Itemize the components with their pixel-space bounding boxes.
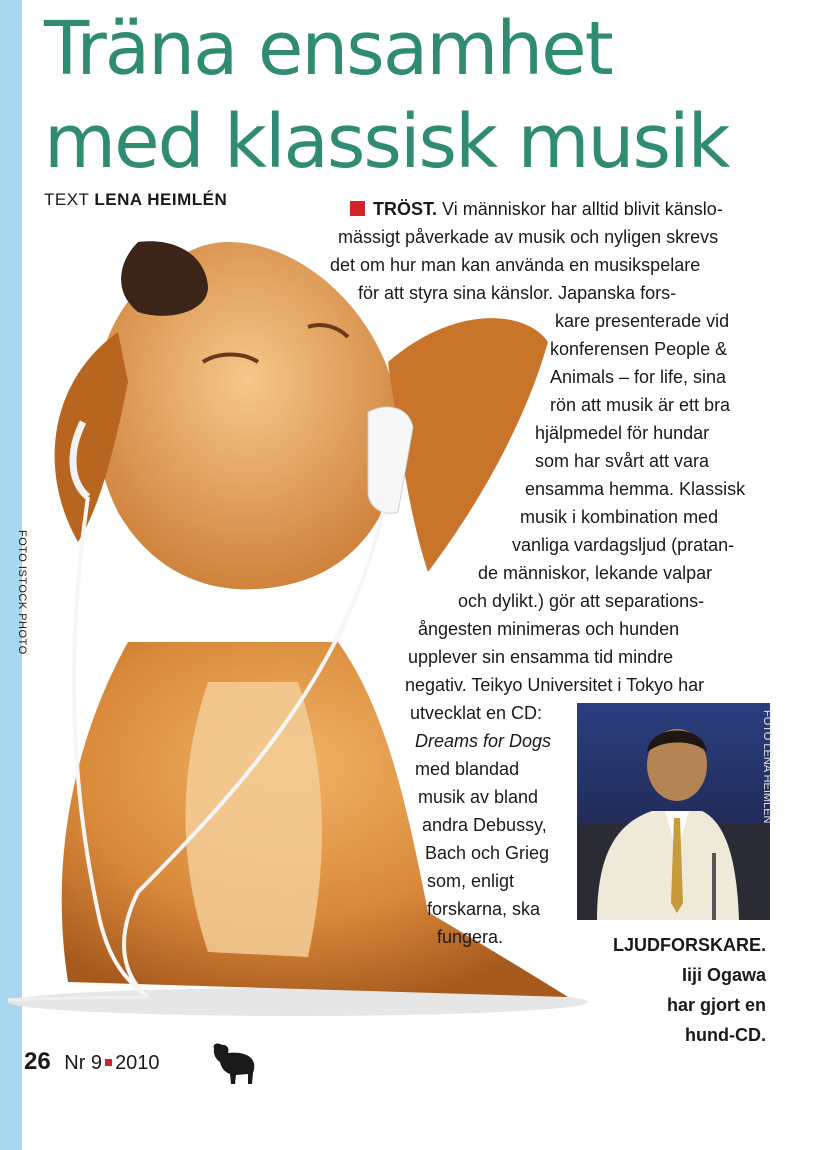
red-square-separator xyxy=(105,1059,112,1066)
article-line: hjälpmedel för hundar xyxy=(535,423,710,443)
article-line: TRÖST. Vi människor har alltid blivit känslo- xyxy=(350,196,723,224)
article-line: fungera. xyxy=(437,927,504,947)
article-line: mässigt påverkade av musik och nyligen skrevs xyxy=(338,227,719,247)
issue-year: 2010 xyxy=(115,1052,160,1074)
article-line: kare presenterade vid xyxy=(555,311,730,331)
headline-line-2: med klassisk musik xyxy=(44,99,729,185)
article-kicker: TRÖST. xyxy=(373,199,438,219)
caption-line: har gjort en xyxy=(666,995,766,1015)
headline-line-1: Träna ensamhet xyxy=(44,6,612,92)
article-line: konferensen People & xyxy=(550,339,728,359)
article-line: det om hur man kan använda en musikspelare xyxy=(330,255,701,275)
photo-caption xyxy=(613,930,766,1050)
byline xyxy=(44,190,227,210)
article-line: med blandad xyxy=(415,759,520,779)
article-line: som har svårt att vara xyxy=(535,451,710,471)
byline-author: LENA HEIMLÉN xyxy=(94,190,228,209)
article-line: de människor, lekande valpar xyxy=(478,563,713,583)
article-line: musik av bland xyxy=(418,787,539,807)
article-line: Dreams for Dogs xyxy=(415,731,552,751)
article-line: ensamma hemma. Klassisk xyxy=(525,479,746,499)
article-line: Animals – for life, sina xyxy=(550,367,727,387)
article-line: utvecklat en CD: xyxy=(410,703,543,723)
article-body xyxy=(330,196,800,956)
caption-line: hund-CD. xyxy=(685,1025,766,1045)
dog-silhouette-icon xyxy=(208,1040,258,1088)
article-line: Bach och Grieg xyxy=(425,843,550,863)
byline-prefix: TEXT xyxy=(44,190,90,209)
article-line: negativ. Teikyo Universitet i Tokyo har xyxy=(405,675,705,695)
photo-credit-inset: FOTO LENA HEIMLÉN xyxy=(761,710,773,824)
caption-kicker: LJUDFORSKARE. xyxy=(612,935,766,955)
article-line: rön att musik är ett bra xyxy=(550,395,731,415)
page-number: 26 xyxy=(24,1048,51,1075)
article-line: ångesten minimeras och hunden xyxy=(418,619,680,639)
red-square-bullet xyxy=(350,201,365,216)
photo-credit-main: FOTO ISTOCK PHOTO xyxy=(16,530,28,655)
article-line: musik i kombination med xyxy=(520,507,719,527)
article-line: för att styra sina känslor. Japanska fors- xyxy=(358,283,677,303)
caption-line: Iiji Ogawa xyxy=(681,965,766,985)
article-line: forskarna, ska xyxy=(427,899,541,919)
article-line: upplever sin ensamma tid mindre xyxy=(408,647,674,667)
article-line: andra Debussy, xyxy=(422,815,547,835)
page-footer xyxy=(24,1048,160,1076)
article-line: och dylikt.) gör att separations- xyxy=(458,591,705,611)
article-line: vanliga vardagsljud (pratan- xyxy=(512,535,735,555)
issue-number: Nr 9 xyxy=(64,1052,103,1074)
article-line: som, enligt xyxy=(427,871,515,891)
